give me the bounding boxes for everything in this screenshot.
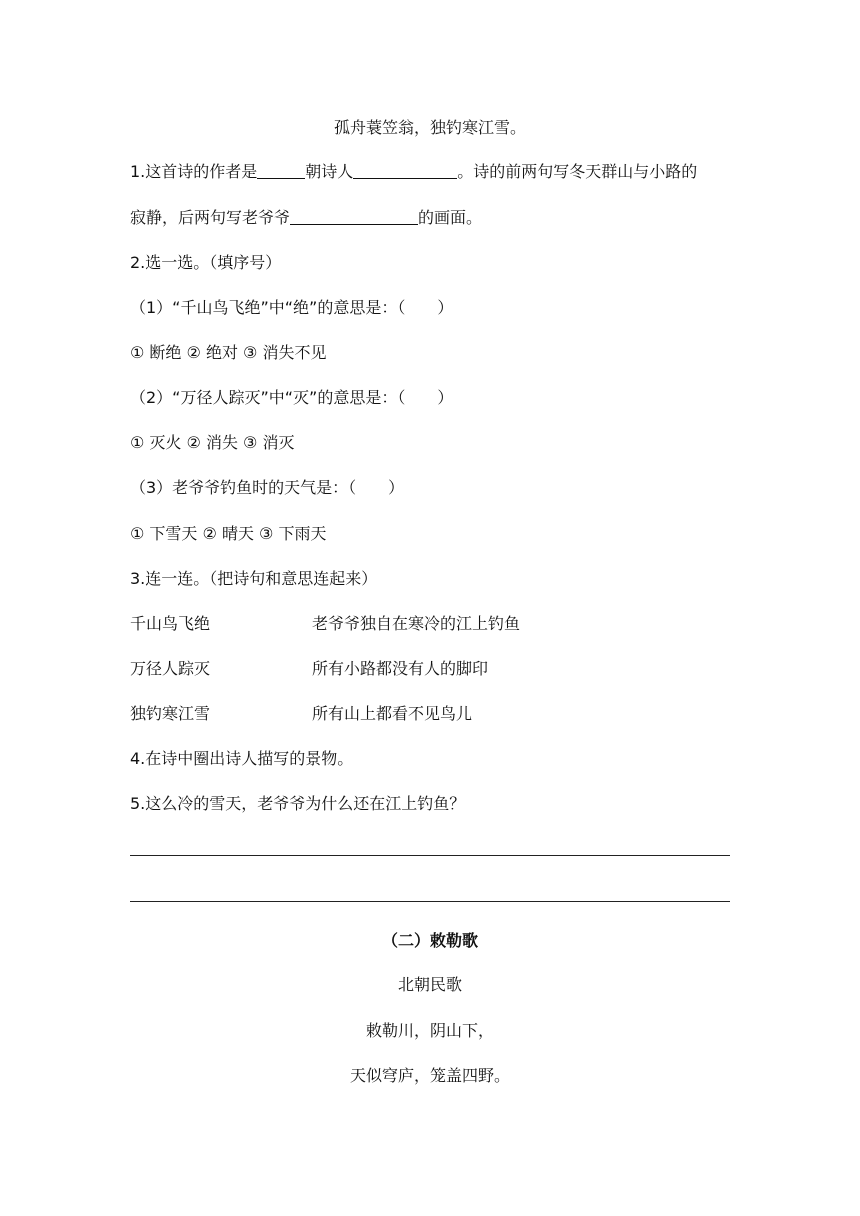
- answer-blank-action[interactable]: [290, 206, 418, 225]
- match-right[interactable]: 所有山上都看不见鸟儿: [312, 704, 473, 723]
- question-1-line-2: 寂静，后两句写老爷爷 的画面。: [130, 208, 483, 227]
- answer-line-1[interactable]: [130, 855, 730, 856]
- question-2-options-3: ① 下雪天 ② 晴天 ③ 下雨天: [130, 524, 327, 543]
- question-2-options-1: ① 断绝 ② 绝对 ③ 消失不见: [130, 343, 327, 362]
- question-3-title: 3.连一连。（把诗句和意思连起来）: [130, 569, 378, 588]
- question-2-options-2: ① 灭火 ② 消失 ③ 消灭: [130, 433, 295, 452]
- question-5: 5.这么冷的雪天，老爷爷为什么还在江上钓鱼？: [130, 794, 466, 813]
- question-2-title: 2.选一选。（填序号）: [130, 253, 282, 272]
- question-4: 4.在诗中圈出诗人描写的景物。: [130, 749, 354, 768]
- match-row: [130, 702, 210, 726]
- answer-blank-dynasty[interactable]: [257, 160, 305, 179]
- section-2-title: （二）敕勒歌: [381, 931, 478, 950]
- match-left[interactable]: 独钓寒江雪: [130, 704, 211, 723]
- match-right[interactable]: 老爷爷独自在寒冷的江上钓鱼: [312, 614, 521, 633]
- question-2-sub-1: （1）“千山鸟飞绝”中“绝”的意思是：（ ）: [130, 298, 454, 317]
- question-1-line-1: 1.这首诗的作者是 朝诗人 。诗的前两句写冬天群山与小路的: [130, 162, 698, 181]
- poem-line: 敕勒川，阴山下，: [365, 1021, 494, 1040]
- question-2-sub-3: （3）老爷爷钓鱼时的天气是：（ ）: [130, 478, 405, 497]
- poem-line: 天似穹庐，笼盖四野。: [349, 1066, 510, 1085]
- answer-blank-poet[interactable]: [353, 160, 457, 179]
- match-right[interactable]: 所有小路都没有人的脚印: [312, 659, 489, 678]
- answer-line-2[interactable]: [130, 901, 730, 902]
- match-row: [130, 612, 210, 636]
- question-2-sub-2: （2）“万径人踪灭”中“灭”的意思是：（ ）: [130, 388, 454, 407]
- poem-line: 孤舟蓑笠翁，独钓寒江雪。: [333, 118, 526, 137]
- match-row: [130, 657, 210, 681]
- poem-author: 北朝民歌: [397, 975, 462, 994]
- match-left[interactable]: 万径人踪灭: [130, 659, 211, 678]
- match-left[interactable]: 千山鸟飞绝: [130, 614, 211, 633]
